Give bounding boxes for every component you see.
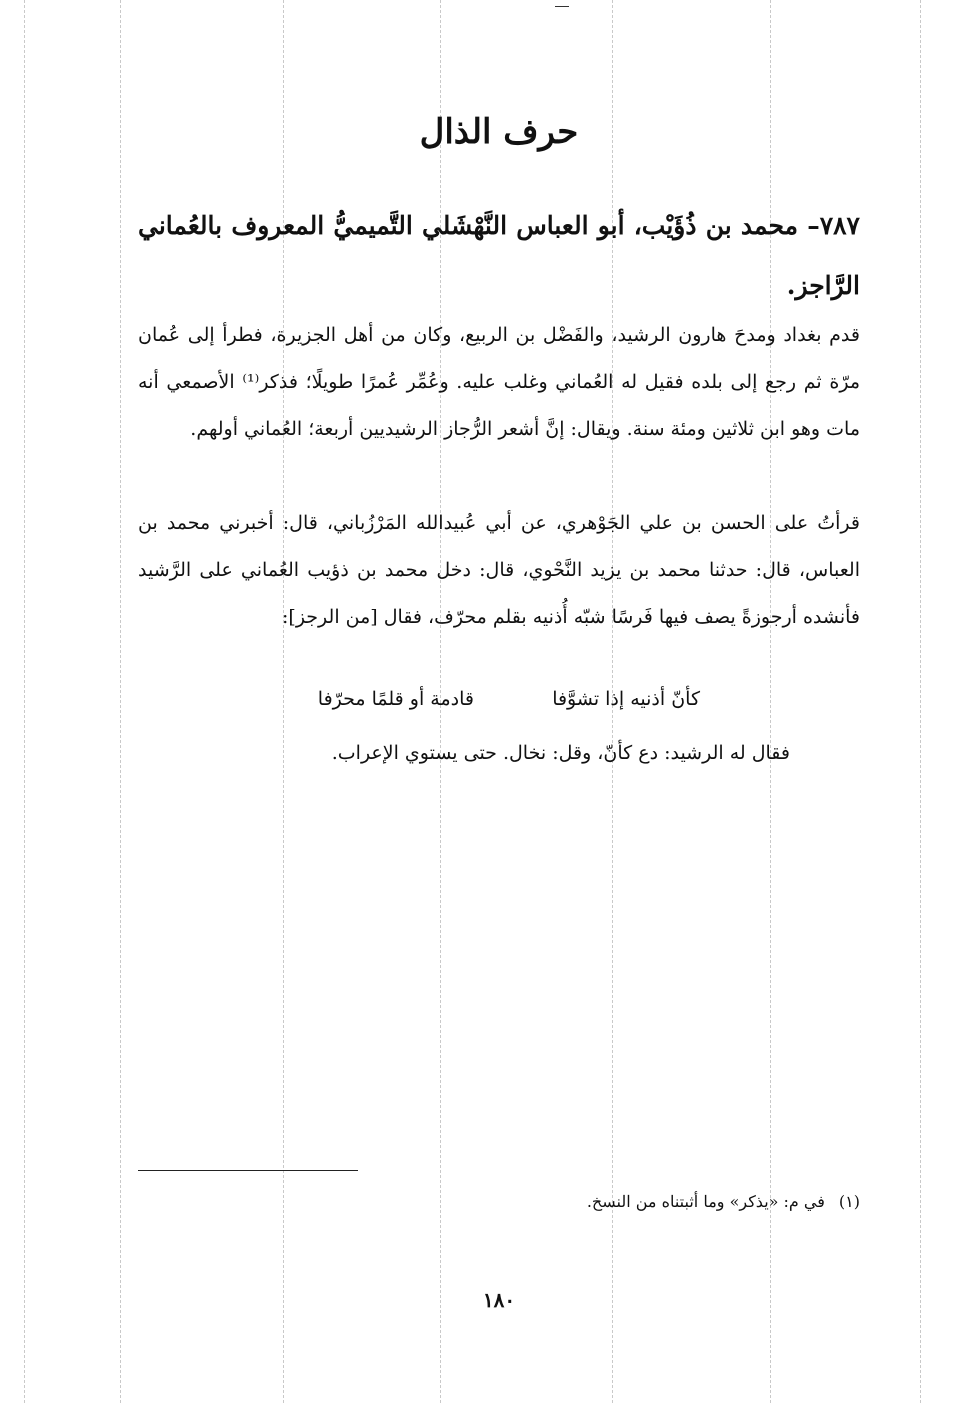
verse-hemistich-2: قادمة أو قلمًا محرّفا — [317, 688, 474, 710]
chapter-title: حرف الذال — [419, 112, 579, 152]
entry-paragraph-3: فقال له الرشيد: دع كأنّ، وقل: نخال. حتى يستوي الإعراب. — [331, 742, 790, 764]
footnote-separator — [138, 1170, 358, 1171]
footnote-text: في م: «يذكر» وما أثبتناه من النسخ. — [586, 1192, 825, 1211]
entry-paragraph-2: قرأتُ على الحسن بن علي الجَوْهري، عن أبي عُبيدالله المَرْزُباني، قال: أخبرني محمد بن العباس، قال: حدثنا محمد بن يزيد النَّحْوي، قال: دخل محمد بن ذؤيب العُماني على الرَّشيد فأنشده أرجوزةً يصف فيها فَرسًا شبّه أُذنيه بقلم محرّف، فقال [من الرجز]: — [138, 512, 860, 628]
verse-line — [138, 688, 860, 724]
entry-heading: ٧٨٧– محمد بن ذُؤَيْب، أبو العباس النَّهْشَلي التَّميميُّ المعروف بالعُماني الرَّاجز. — [138, 211, 860, 300]
entry-paragraph-1: قدم بغداد ومدحَ هارون الرشيد، والفَضْل بن الربيع، وكان من أهل الجزيرة، فطرأ إلى عُمان مرّة ثم رجع إلى بلده فقيل له العُماني وغلب عليه. وعُمِّر عُمرًا طويلًا؛ فذكر⁽¹⁾ الأصمعي أنه مات وهو ابن ثلاثين ومئة سنة. ويقال: إنَّ أشعر الرُّجاز الرشيديين أربعة؛ العُماني أولهم. — [138, 324, 861, 440]
document-page — [138, 0, 860, 1403]
footnote — [587, 1192, 860, 1211]
scan-guide-line — [24, 0, 25, 1403]
scan-guide-line — [120, 0, 121, 1403]
footnote-number: (١) — [838, 1192, 860, 1211]
verse-hemistich-1: كأنّ أذنيه إذا تشوَّفا — [552, 688, 700, 710]
page-number: ١٨٠ — [482, 1288, 516, 1312]
scan-guide-line — [920, 0, 921, 1403]
